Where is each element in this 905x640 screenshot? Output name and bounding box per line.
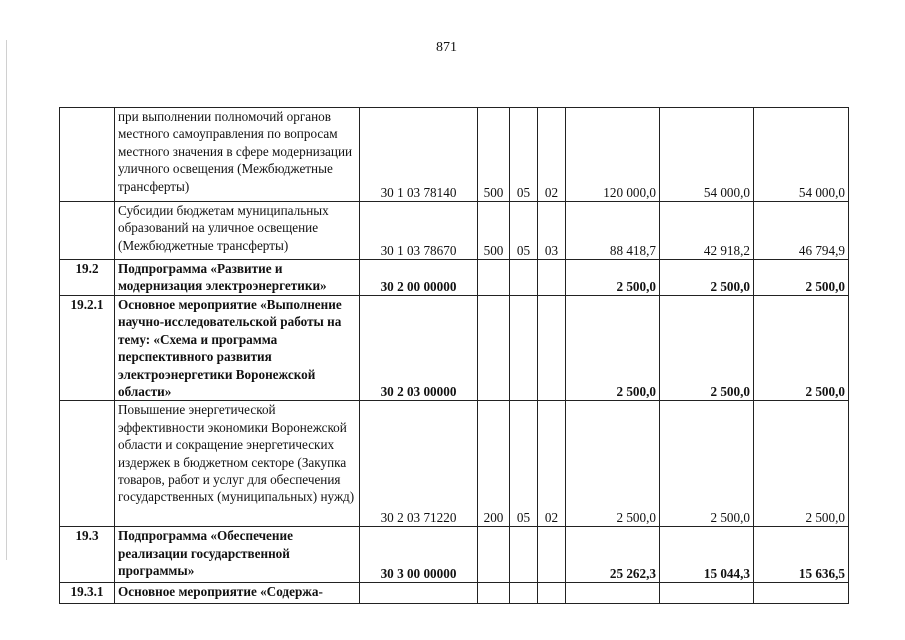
row-amount-1: 2 500,0	[566, 401, 660, 527]
row-code: 30 1 03 78140	[360, 108, 478, 202]
row-vr	[478, 296, 510, 401]
row-amount-1: 88 418,7	[566, 202, 660, 260]
row-vr	[478, 260, 510, 296]
row-amount-2: 2 500,0	[660, 260, 754, 296]
row-name: Повышение энергетической эффективности экономики Воронежской области и сокращение энергетических издержек в бюджетном секторе (Закупка товаров, работ и услуг для обеспечения государственных (муниципальных) нужд)	[115, 401, 360, 527]
row-rz	[510, 260, 538, 296]
table-row	[60, 527, 849, 583]
row-amount-1: 120 000,0	[566, 108, 660, 202]
row-vr: 500	[478, 108, 510, 202]
row-code: 30 1 03 78670	[360, 202, 478, 260]
row-pr	[538, 583, 566, 604]
row-amount-2: 2 500,0	[660, 296, 754, 401]
row-code: 30 2 03 71220	[360, 401, 478, 527]
row-vr: 200	[478, 401, 510, 527]
row-vr	[478, 527, 510, 583]
row-vr	[478, 583, 510, 604]
row-code: 30 2 03 00000	[360, 296, 478, 401]
row-rz	[510, 527, 538, 583]
row-amount-3: 15 636,5	[754, 527, 849, 583]
row-number	[60, 401, 115, 527]
row-amount-1: 2 500,0	[566, 260, 660, 296]
row-number: 19.2.1	[60, 296, 115, 401]
row-rz: 05	[510, 401, 538, 527]
row-rz	[510, 583, 538, 604]
row-pr	[538, 527, 566, 583]
row-number: 19.2	[60, 260, 115, 296]
row-amount-2	[660, 583, 754, 604]
scan-edge-line	[6, 40, 7, 560]
row-amount-3: 46 794,9	[754, 202, 849, 260]
row-name: Основное мероприятие «Выполнение научно-исследовательской работы на тему: «Схема и программа перспективного развития электроэнергетики Воронежской области»	[115, 296, 360, 401]
table-row	[60, 583, 849, 604]
row-amount-2: 2 500,0	[660, 401, 754, 527]
table-row	[60, 401, 849, 527]
row-number	[60, 108, 115, 202]
row-number: 19.3	[60, 527, 115, 583]
row-amount-3: 2 500,0	[754, 260, 849, 296]
row-rz	[510, 296, 538, 401]
row-amount-3: 54 000,0	[754, 108, 849, 202]
table-row	[60, 202, 849, 260]
row-pr: 02	[538, 108, 566, 202]
row-name: Подпрограмма «Развитие и модернизация электроэнергетики»	[115, 260, 360, 296]
row-amount-1: 25 262,3	[566, 527, 660, 583]
row-amount-1	[566, 583, 660, 604]
page-number: 871	[436, 40, 457, 55]
row-number: 19.3.1	[60, 583, 115, 604]
row-pr: 03	[538, 202, 566, 260]
row-amount-1: 2 500,0	[566, 296, 660, 401]
row-code: 30 2 00 00000	[360, 260, 478, 296]
row-code: 30 3 00 00000	[360, 527, 478, 583]
table-row	[60, 260, 849, 296]
row-amount-3: 2 500,0	[754, 296, 849, 401]
row-pr	[538, 260, 566, 296]
row-pr: 02	[538, 401, 566, 527]
budget-table	[59, 107, 849, 604]
row-amount-2: 42 918,2	[660, 202, 754, 260]
table-row	[60, 108, 849, 202]
row-amount-3: 2 500,0	[754, 401, 849, 527]
table-row	[60, 296, 849, 401]
row-vr: 500	[478, 202, 510, 260]
row-name: при выполнении полномочий органов местного самоуправления по вопросам местного значения в сфере модернизации уличного освещения (Межбюджетные трансферты)	[115, 108, 360, 202]
row-name: Субсидии бюджетам муниципальных образований на уличное освещение (Межбюджетные трансферты)	[115, 202, 360, 260]
row-rz: 05	[510, 202, 538, 260]
row-amount-3	[754, 583, 849, 604]
row-code	[360, 583, 478, 604]
row-name: Основное мероприятие «Содержа-	[115, 583, 360, 604]
row-rz: 05	[510, 108, 538, 202]
row-pr	[538, 296, 566, 401]
row-amount-2: 54 000,0	[660, 108, 754, 202]
row-amount-2: 15 044,3	[660, 527, 754, 583]
row-number	[60, 202, 115, 260]
row-name: Подпрограмма «Обеспечение реализации государственной программы»	[115, 527, 360, 583]
